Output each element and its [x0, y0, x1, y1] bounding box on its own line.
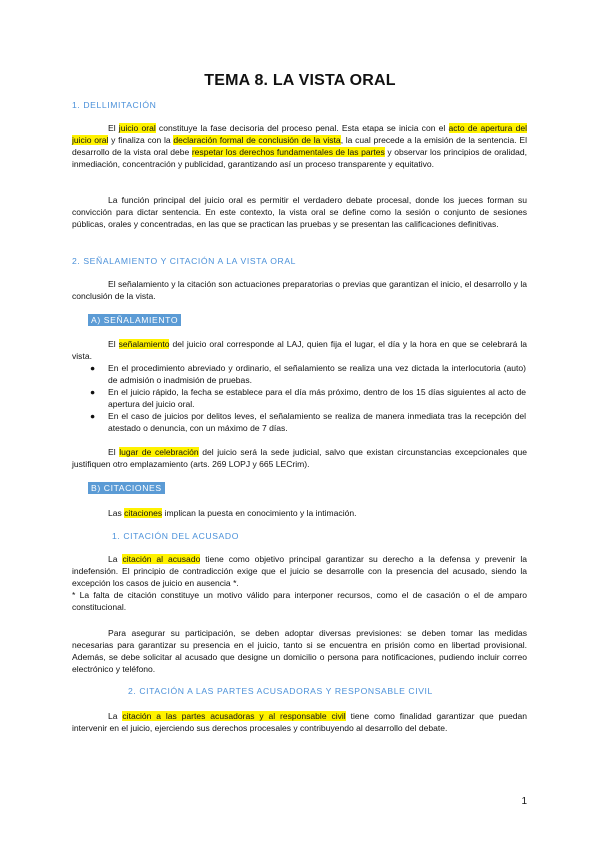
highlight: declaración formal de conclusión de la vista — [173, 135, 341, 146]
paragraph-asegurar-participacion — [72, 627, 527, 675]
text-run: El — [108, 123, 119, 133]
text-run: y observar los principios de oralidad, inmediación, concentración y publicidad, garantizando así un proceso transparente y equitativo. — [72, 147, 527, 170]
paragraph-funcion-principal — [72, 194, 527, 230]
text-run: implican la puesta en conocimiento y la intimación. — [162, 508, 357, 518]
highlight: señalamiento — [118, 339, 170, 349]
text-run: del juicio será la sede judicial, salvo que existan circunstancias excepcionales que justifiquen otro emplazamiento (arts. 269 LOPJ y 665 LECrim). — [72, 447, 527, 470]
bullet-list-senalamiento — [88, 362, 526, 435]
list-item — [88, 386, 526, 410]
subheading-citacion-partes: 2. CITACIÓN A LAS PARTES ACUSADORAS Y RESPONSABLE CIVIL — [128, 686, 433, 696]
highlight: citaciones — [124, 508, 163, 518]
text-run: La — [108, 711, 123, 721]
list-item-text: En el caso de juicios por delitos leves, el señalamiento se realiza de manera inmediata tras la recepción del atestado o denuncia, con un máximo de 7 días. — [108, 411, 526, 434]
text-run: La función principal del juicio oral es permitir el verdadero debate procesal, donde los jueces forman su convicción para dictar sentencia. En este contexto, la vista oral se define como la sesión o conjunto de sesiones públicas, orales y concentradas, en las que se practican las pruebas y se presentan las calificaciones definitivas. — [72, 195, 527, 230]
subsection-heading-senalamiento: A) SEÑALAMIENTO — [88, 314, 181, 326]
text-run: del juicio oral corresponde al LAJ, quien fija el lugar, el día y la hora en que se celebrará la vista. — [72, 339, 527, 362]
paragraph-lugar-celebracion — [72, 446, 527, 470]
list-item — [88, 410, 526, 434]
bullet-icon: ● — [90, 387, 96, 398]
highlight: respetar los derechos fundamentales de las partes — [191, 147, 385, 158]
section-heading-delimitacion: 1. DELLIMITACIÓN — [72, 100, 157, 110]
paragraph-citaciones — [72, 507, 527, 519]
text-run: , la cual precede a la emisión de la sentencia. El desarrollo de la vista oral debe — [72, 135, 527, 158]
highlight: acto de apertura del juicio oral — [72, 123, 527, 146]
list-item — [88, 362, 526, 386]
paragraph-intro-senalamiento — [72, 278, 527, 302]
highlight: lugar de celebración — [119, 447, 199, 457]
text-run: tiene como finalidad garantizar que puedan intervenir en el juicio, ejerciendo sus derechos procesales y contribuyendo al desarrollo del debate. — [72, 711, 527, 734]
paragraph-senalamiento — [72, 338, 527, 362]
bullet-icon: ● — [90, 411, 96, 422]
list-item-text: En el juicio rápido, la fecha se establece para el día más próximo, dentro de los 15 días siguientes al acto de apertura del juicio oral. — [108, 387, 526, 410]
text-run: constituye la fase decisoria del proceso penal. Esta etapa se inicia con el — [155, 123, 449, 133]
paragraph-juicio-oral — [72, 122, 527, 170]
list-item-text: En el procedimiento abreviado y ordinario, el señalamiento se realiza una vez dictada la interlocutoria (auto) de admisión o inadmisión de pruebas. — [108, 363, 526, 386]
text-run: Las — [108, 508, 125, 518]
highlight: citación al acusado — [122, 554, 201, 564]
text-run: El — [108, 339, 119, 349]
text-run: y finaliza con la — [108, 135, 174, 146]
text-run: El señalamiento y la citación son actuaciones preparatorias o previas que garantizan el inicio, el desarrollo y la conclusión de la vista. — [72, 279, 527, 302]
text-run: El — [108, 447, 120, 457]
paragraph-citacion-partes — [72, 710, 527, 734]
highlight: juicio oral — [118, 123, 156, 133]
highlight: citación a las partes acusadoras y al responsable civil — [122, 711, 346, 721]
subsection-heading-citaciones: B) CITACIONES — [88, 482, 165, 494]
text-run: La — [108, 554, 123, 564]
text-run: * La falta de citación constituye un motivo válido para interponer recursos, como el de casación o el de amparo constitucional. — [72, 590, 527, 613]
subheading-citacion-acusado: 1. CITACIÓN DEL ACUSADO — [112, 531, 239, 541]
paragraph-citacion-acusado — [72, 553, 527, 589]
section-heading-senalamiento-citacion: 2. SEÑALAMIENTO Y CITACIÓN A LA VISTA ORAL — [72, 256, 297, 266]
document-title: TEMA 8. LA VISTA ORAL — [204, 72, 396, 89]
bullet-icon: ● — [90, 363, 96, 373]
text-run: Para asegurar su participación, se deben adoptar diversas previsiones: se deben tomar las medidas necesarias para garantizar su presencia en el juicio, tanto si se encuentra en prisión como en libertad provisional. Además, se debe solicitar al acusado que designe un domicilio o persona para notificaciones, pudiendo incluir correo electrónico y teléfono. — [72, 628, 527, 675]
footnote-falta-citacion — [72, 589, 527, 613]
page-number: 1 — [521, 796, 527, 807]
text-run: tiene como objetivo principal garantizar su derecho a la defensa y prevenir la indefensión. El principio de contradicción exige que el juicio se desarrolle con la presencia del acusado, siendo la excepción los casos de juicio en ausencia *. — [72, 554, 527, 589]
